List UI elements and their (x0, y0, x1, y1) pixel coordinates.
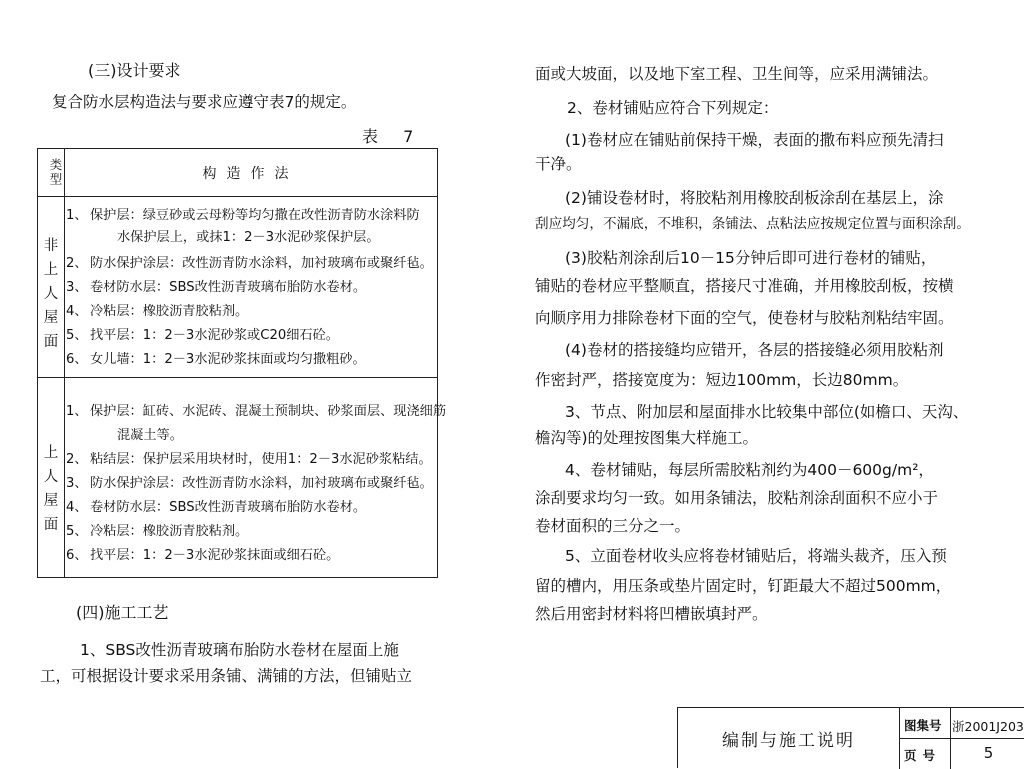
text-line: 2、卷材铺贴应符合下列规定： (567, 99, 779, 117)
table-row-index: 6、 (66, 548, 88, 563)
column-header-method: 构造作法 (202, 165, 299, 182)
table-row-index: 4、 (66, 500, 88, 515)
table-row-text: 冷粘层：橡胶沥青胶粘剂。 (90, 304, 249, 319)
text-line: 刮应均匀，不漏底，不堆积，条铺法、点粘法应按规定位置与面积涂刮。 (535, 216, 970, 232)
text-line: 向顺序用力排除卷材下面的空气，使卷材与胶粘剂粘结牢固。 (535, 309, 954, 327)
table-row-index: 3、 (66, 476, 88, 491)
text-line: 3、节点、附加层和屋面排水比较集中部位(如檐口、天沟、 (565, 403, 969, 421)
table-row-text: 卷材防水层：SBS改性沥青玻璃布胎防水卷材。 (90, 280, 367, 295)
table-row-text: 找平层：1：2－3水泥砂浆或C20细石砼。 (90, 328, 339, 343)
text-line: 留的槽内，用压条或垫片固定时，钉距最大不超过500mm， (535, 577, 952, 595)
table-row-text: 防水保护涂层：改性沥青防水涂料，加衬玻璃布或聚纤毡。 (90, 476, 433, 491)
atlas-number-label: 图集号 (904, 718, 942, 733)
table-row-index: 6、 (66, 352, 88, 367)
table-row-index: 1、 (66, 404, 88, 419)
section4-paragraph-line: 工，可根据设计要求采用条铺、满铺的方法，但铺贴立 (40, 667, 413, 685)
category-accessible-roof: 上 人 屋 面 (43, 445, 59, 533)
atlas-number-value: 浙2001J203 (952, 719, 1024, 734)
table-row-text: 找平层：1：2－3水泥砂浆抹面或细石砼。 (90, 548, 340, 563)
section4-paragraph-line: 1、SBS改性沥青玻璃布胎防水卷材在屋面上施 (80, 641, 399, 659)
text-line: 作密封严，搭接宽度为：短边100mm，长边80mm。 (535, 371, 909, 389)
table-label: 表 7 (362, 127, 424, 146)
section3-title: (三)设计要求 (88, 61, 181, 80)
intro-paragraph: 复合防水层构造法与要求应遵守表7的规定。 (52, 93, 357, 111)
table-row-index: 2、 (66, 256, 88, 271)
table-row-text: 混凝土等。 (117, 428, 183, 443)
text-line: 然后用密封材料将凹槽嵌填封严。 (535, 605, 768, 623)
text-line: 面或大坡面，以及地下室工程、卫生间等，应采用满铺法。 (535, 65, 939, 83)
column-header-category: 类型 (48, 158, 63, 187)
table-row-text: 水保护层上，或抹1：2－3水泥砂浆保护层。 (117, 230, 380, 245)
table-row-text: 防水保护涂层：改性沥青防水涂料，加衬玻璃布或聚纤毡。 (90, 256, 433, 271)
construction-table (37, 148, 447, 578)
text-line: (2)铺设卷材时，将胶粘剂用橡胶刮板涂刮在基层上，涂 (565, 189, 944, 207)
page-number-value: 5 (983, 744, 994, 762)
text-line: 干净。 (535, 155, 582, 173)
page-number-label: 页号 (904, 748, 942, 763)
title-block-title: 编制与施工说明 (678, 708, 900, 769)
table-row-index: 5、 (66, 328, 88, 343)
table-row-index: 3、 (66, 280, 88, 295)
category-non-accessible-roof: 非 上 人 屋 面 (43, 238, 59, 350)
drawing-title-block (677, 707, 1024, 768)
table-row-text: 保护层：缸砖、水泥砖、混凝土预制块、砂浆面层、现浇细筋 (90, 404, 447, 419)
text-line: 檐沟等)的处理按图集大样施工。 (535, 429, 759, 447)
table-row-text: 粘结层：保护层采用块材时，使用1：2－3水泥砂浆粘结。 (90, 452, 432, 467)
text-line: (4)卷材的搭接缝均应错开，各层的搭接缝必须用胶粘剂 (565, 341, 944, 359)
table-row-index: 1、 (66, 208, 88, 223)
table-row-text: 卷材防水层：SBS改性沥青玻璃布胎防水卷材。 (90, 500, 367, 515)
text-line: (1)卷材应在铺贴前保持干燥，表面的撒布料应预先清扫 (565, 131, 944, 149)
text-line: 铺贴的卷材应平整顺直，搭接尺寸准确，并用橡胶刮板，按横 (535, 277, 954, 295)
text-line: (3)胶粘剂涂刮后10－15分钟后即可进行卷材的铺贴， (565, 249, 937, 267)
text-line: 5、立面卷材收头应将卷材铺贴后，将端头裁齐，压入预 (565, 547, 947, 565)
text-line: 涂刮要求均匀一致。如用条铺法，胶粘剂涂刮面积不应小于 (535, 489, 939, 507)
table-row-text: 冷粘层：橡胶沥青胶粘剂。 (90, 524, 249, 539)
table-row-index: 2、 (66, 452, 88, 467)
table-row-index: 5、 (66, 524, 88, 539)
table-row-text: 女儿墙：1：2－3水泥砂浆抹面或均匀撒粗砂。 (90, 352, 366, 367)
text-line: 4、卷材铺贴，每层所需胶粘剂约为400－600g/m²， (565, 461, 934, 479)
table-row-text: 保护层：绿豆砂或云母粉等均匀撒在改性沥青防水涂料防 (90, 208, 420, 223)
section4-title: (四)施工工艺 (76, 603, 169, 622)
text-line: 卷材面积的三分之一。 (535, 517, 691, 535)
table-row-index: 4、 (66, 304, 88, 319)
